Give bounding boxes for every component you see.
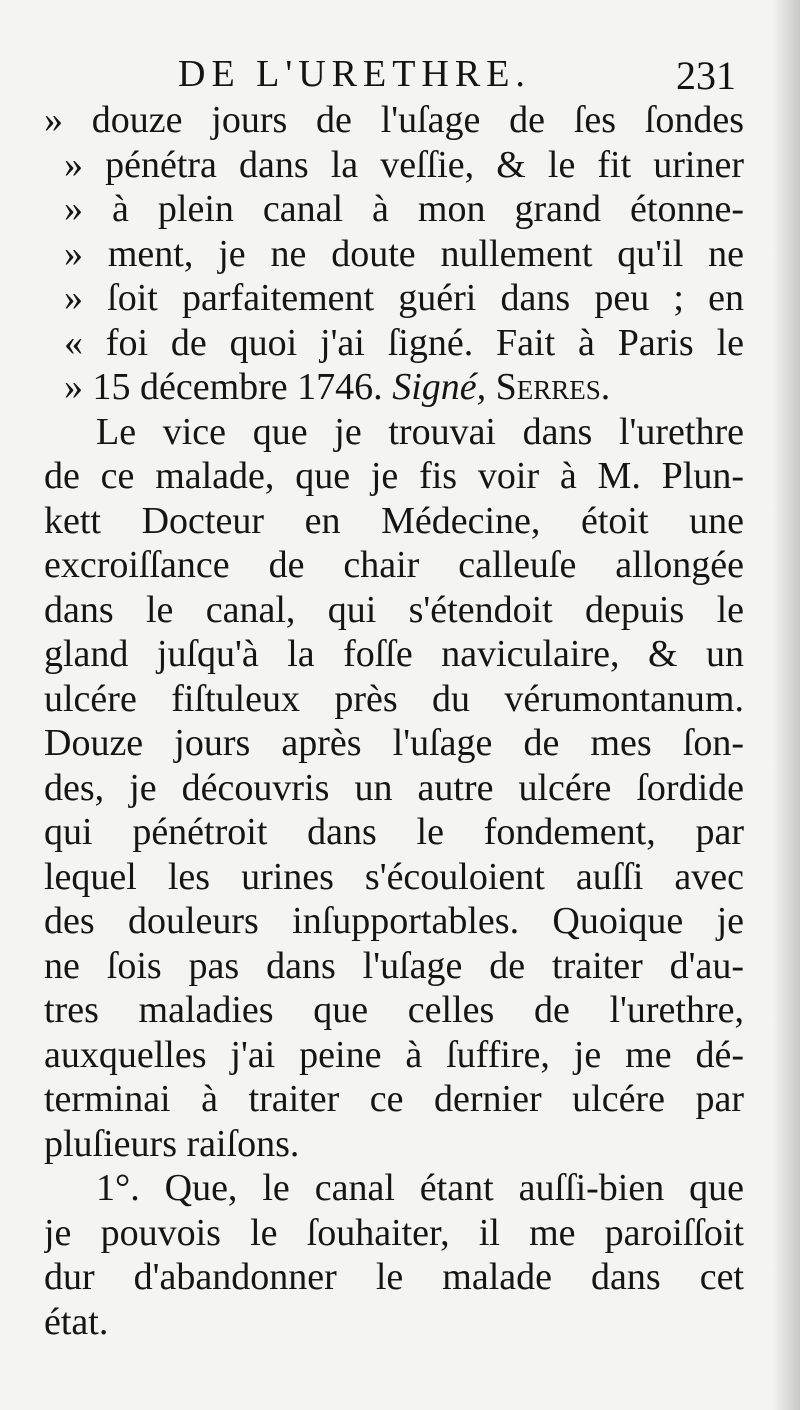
text-line: gland juſqu'à la foſſe naviculaire, & un (44, 633, 744, 675)
page-header (178, 52, 736, 100)
text-line: auxquelles j'ai peine à ſuffire, je me dé- (44, 1033, 744, 1076)
running-title: DE L'URETHRE. (178, 53, 531, 95)
text-line: terminai à traiter ce dernier ulcére par (44, 1078, 744, 1120)
paragraph-last-line: pluſieurs raiſons. (44, 1122, 300, 1165)
body-text (44, 98, 744, 1344)
text-line: de ce malade, que je fis voir à M. Plun- (44, 455, 744, 497)
paragraph-first-line: Le vice que je trouvai dans l'urethre (96, 410, 744, 453)
text-line: kett Docteur en Médecine, étoit une (44, 499, 744, 542)
signatory-name: Serres. (495, 366, 611, 408)
text-line: lequel les urines s'écouloient auſſi avec (44, 855, 744, 898)
text-line: qui pénétroit dans le fondement, par (44, 811, 744, 853)
text-line: Douze jours après l'uſage de mes ſon- (44, 722, 744, 764)
signe-label: Signé, (392, 366, 487, 408)
date-text: » 15 décembre 1746. (64, 366, 383, 408)
text-line: « foi de quoi j'ai ſigné. Fait à Paris le (64, 321, 744, 364)
text-line: des douleurs inſupportables. Quoique je (44, 900, 744, 942)
text-line: je pouvois le ſouhaiter, il me paroiſſoit (44, 1211, 744, 1254)
text-line: » ment, je ne doute nullement qu'il ne (64, 232, 744, 275)
text-line: excroiſſance de chair calleuſe allongée (44, 544, 744, 586)
text-line: » à plein canal à mon grand étonne- (64, 188, 744, 230)
text-line: ulcére fiſtuleux près du vérumontanum. (44, 677, 744, 720)
page-number: 231 (676, 53, 736, 98)
text-line-signature (44, 365, 744, 410)
text-line: ne ſois pas dans l'uſage de traiter d'au- (44, 944, 744, 987)
page-edge-shadow (772, 0, 800, 1410)
text-line: » pénétra dans la veſſie, & le fit uriner (64, 143, 744, 186)
paragraph-first-line: 1°. Que, le canal étant auſſi-bien que (96, 1167, 744, 1209)
paragraph-last-line: état. (44, 1300, 109, 1343)
text-line: dur d'abandonner le malade dans cet (44, 1256, 744, 1298)
text-line: des, je découvris un autre ulcére ſordide (44, 766, 744, 809)
text-line: dans le canal, qui s'étendoit depuis le (44, 588, 744, 631)
text-line: » ſoit parfaitement guéri dans peu ; en (64, 277, 744, 319)
text-line: » douze jours de l'uſage de ſes ſondes (44, 99, 744, 141)
text-line: tres maladies que celles de l'urethre, (44, 989, 744, 1031)
